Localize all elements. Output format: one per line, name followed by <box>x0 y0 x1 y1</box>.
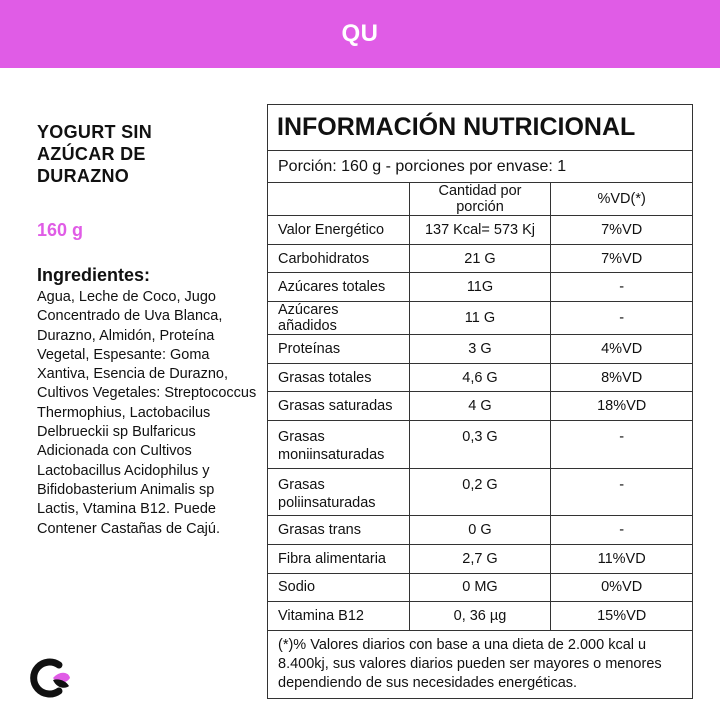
brand-header <box>0 0 720 68</box>
nutrient-amount: 137 Kcal= 573 Kj <box>409 216 551 245</box>
nutrient-name: Grasas moniinsaturadas <box>268 421 410 469</box>
nutrient-amount: 11G <box>409 273 551 302</box>
table-row <box>268 544 693 573</box>
nutrient-vd: 8%VD <box>551 363 693 392</box>
nutrient-vd: - <box>551 302 693 335</box>
nutrient-amount: 2,7 G <box>409 544 551 573</box>
product-name: YOGURT SIN AZÚCAR DE DURAZNO <box>37 122 153 186</box>
table-row <box>268 421 693 469</box>
table-row <box>268 573 693 602</box>
table-row <box>268 516 693 545</box>
table-row <box>268 468 693 516</box>
nutrient-name: Proteínas <box>268 335 410 364</box>
nutrient-amount: 0 G <box>409 516 551 545</box>
ingredients-text: Agua, Leche de Coco, Jugo Concentrado de Uva Blanca, Durazno, Almidón, Proteína Vegetal, Espesante: Goma Xantiva, Esencia de Durazno, Cultivos Vegetales: Streptococcus Thermophius, Lactobacilus Delbrueckii sp Bulfaricus Adicionada con Cultivos Lactobacillus Acidophilus y Bifidobasterium Animalis sp Lactis, Vtamina B12. Puede Contener Castañas de Cajú. <box>37 289 257 537</box>
nutrient-vd: - <box>551 421 693 469</box>
table-row <box>268 273 693 302</box>
table-title-row <box>268 105 693 151</box>
nutrient-name: Sodio <box>268 573 410 602</box>
table-row <box>268 335 693 364</box>
nutrient-name: Azúcares añadidos <box>268 302 410 335</box>
table-row <box>268 363 693 392</box>
nutrient-name: Grasas trans <box>268 516 410 545</box>
nutrient-name: Carbohidratos <box>268 244 410 273</box>
column-header-amount: Cantidad por porción <box>409 183 551 216</box>
nutrient-amount: 0,2 G <box>409 468 551 516</box>
nutrient-vd: 11%VD <box>551 544 693 573</box>
nutrient-amount: 0, 36 µg <box>409 602 551 631</box>
nutrient-amount: 4,6 G <box>409 363 551 392</box>
column-header-row <box>268 183 693 216</box>
portion-row <box>268 151 693 183</box>
nutrient-vd: - <box>551 516 693 545</box>
nutrient-name: Grasas saturadas <box>268 392 410 421</box>
nutrient-amount: 0 MG <box>409 573 551 602</box>
nutrient-name: Grasas totales <box>268 363 410 392</box>
column-header-nutrient <box>268 183 410 216</box>
table-row <box>268 216 693 245</box>
nutrient-amount: 11 G <box>409 302 551 335</box>
nutrient-vd: - <box>551 468 693 516</box>
table-row <box>268 302 693 335</box>
nutrient-vd: 0%VD <box>551 573 693 602</box>
nutrient-name: Vitamina B12 <box>268 602 410 631</box>
column-header-vd: %VD(*) <box>551 183 693 216</box>
nutrient-vd: 7%VD <box>551 244 693 273</box>
footnote-text: (*)% Valores diarios con base a una dieta de 2.000 kcal u 8.400kj, sus valores diarios pueden ser mayores o menores dependiendo de sus necesidades energéticas. <box>268 630 693 698</box>
nutrient-amount: 3 G <box>409 335 551 364</box>
portion-info: Porción: 160 g - porciones por envase: 1 <box>268 151 693 183</box>
nutrient-amount: 0,3 G <box>409 421 551 469</box>
nutrition-title: INFORMACIÓN NUTRICIONAL <box>268 105 693 151</box>
nutrient-vd: 7%VD <box>551 216 693 245</box>
nutrient-name: Azúcares totales <box>268 273 410 302</box>
nutrient-amount: 21 G <box>409 244 551 273</box>
nutrient-vd: - <box>551 273 693 302</box>
nutrient-name: Valor Energético <box>268 216 410 245</box>
product-weight: 160 g <box>37 220 84 240</box>
footnote-row <box>268 630 693 698</box>
nutrient-name: Grasas poliinsaturadas <box>268 468 410 516</box>
brand-logo-icon <box>26 656 72 700</box>
nutrient-vd: 4%VD <box>551 335 693 364</box>
nutrient-name: Fibra alimentaria <box>268 544 410 573</box>
ingredients-heading: Ingredientes: <box>37 265 151 285</box>
nutrient-vd: 18%VD <box>551 392 693 421</box>
brand-title: QU <box>341 20 379 47</box>
nutrition-facts-table <box>267 104 693 699</box>
table-row <box>268 602 693 631</box>
nutrient-vd: 15%VD <box>551 602 693 631</box>
nutrient-amount: 4 G <box>409 392 551 421</box>
table-row <box>268 244 693 273</box>
table-row <box>268 392 693 421</box>
